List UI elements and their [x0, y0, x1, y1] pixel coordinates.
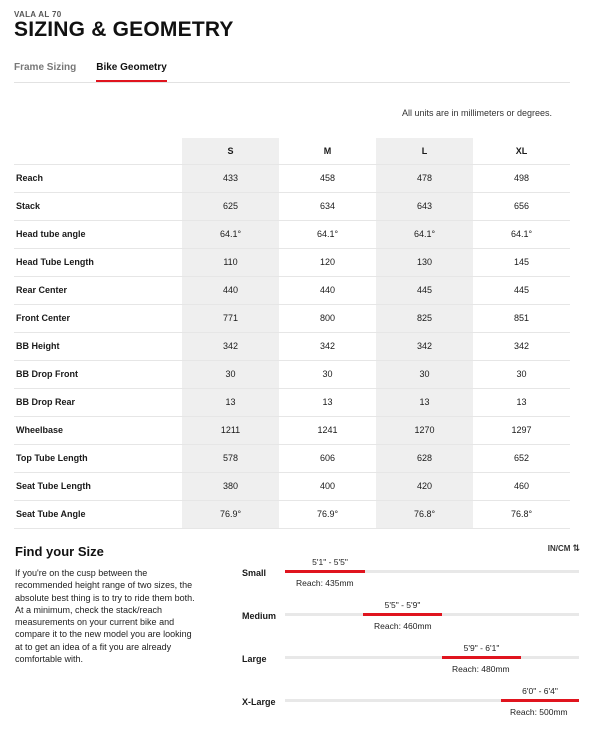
cell-value: 64.1° [473, 220, 570, 248]
cell-value: 76.8° [376, 500, 473, 528]
tab-frame-sizing[interactable]: Frame Sizing [14, 62, 77, 73]
cell-value: 76.9° [279, 500, 376, 528]
table-row [14, 472, 570, 500]
table-header-row [14, 138, 570, 164]
cell-value: 400 [279, 472, 376, 500]
swap-icon: ⇅ [572, 543, 580, 553]
size-track [285, 699, 579, 702]
size-reach: Reach: 500mm [510, 707, 568, 717]
cell-value: 445 [473, 276, 570, 304]
size-reach: Reach: 480mm [452, 664, 510, 674]
product-eyebrow: VALA AL 70 [14, 10, 62, 19]
size-label: Medium [242, 611, 277, 621]
size-height-range: 5'5" - 5'9" [384, 600, 421, 610]
column-header-s: S [182, 138, 279, 164]
cell-value: 30 [279, 360, 376, 388]
cell-value: 498 [473, 164, 570, 192]
size-range-bar [501, 699, 579, 702]
size-track [285, 570, 579, 573]
cell-value: 1241 [279, 416, 376, 444]
size-height-range: 5'1" - 5'5" [312, 557, 348, 567]
cell-value: 478 [376, 164, 473, 192]
size-range-bar [442, 656, 521, 659]
cell-value: 342 [376, 332, 473, 360]
row-label: Top Tube Length [14, 444, 182, 472]
cell-value: 64.1° [182, 220, 279, 248]
cell-value: 76.9° [182, 500, 279, 528]
find-size-description: If you're on the cusp between the recommended height range of two sizes, the absolute best thing is to try to ride them both. At a minimum, check the stack/reach measurements on your current bike and compare it to the new model you are looking at to get an idea of a fit you are already comfortable with. [15, 568, 195, 665]
table-row [14, 388, 570, 416]
size-height-range: 6'0" - 6'4" [522, 686, 558, 696]
cell-value: 825 [376, 304, 473, 332]
tab-bike-geometry[interactable]: Bike Geometry [96, 62, 167, 82]
size-row-large [242, 642, 579, 672]
cell-value: 64.1° [279, 220, 376, 248]
size-range-bar [285, 570, 365, 573]
row-label: BB Height [14, 332, 182, 360]
size-row-small [242, 556, 579, 586]
cell-value: 380 [182, 472, 279, 500]
table-row [14, 416, 570, 444]
cell-value: 1270 [376, 416, 473, 444]
row-label: BB Drop Front [14, 360, 182, 388]
tabs-divider [14, 82, 570, 83]
size-height-range: 5'9" - 6'1" [463, 643, 500, 653]
cell-value: 1297 [473, 416, 570, 444]
size-row-x-large [242, 685, 579, 715]
cell-value: 145 [473, 248, 570, 276]
cell-value: 30 [182, 360, 279, 388]
header-corner [14, 138, 182, 164]
cell-value: 420 [376, 472, 473, 500]
cell-value: 130 [376, 248, 473, 276]
cell-value: 342 [279, 332, 376, 360]
size-label: X-Large [242, 697, 276, 707]
size-label: Large [242, 654, 267, 664]
size-track [285, 613, 579, 616]
cell-value: 342 [473, 332, 570, 360]
row-label: Stack [14, 192, 182, 220]
size-reach: Reach: 435mm [296, 578, 354, 588]
cell-value: 851 [473, 304, 570, 332]
column-header-m: M [279, 138, 376, 164]
column-header-l: L [376, 138, 473, 164]
cell-value: 76.8° [473, 500, 570, 528]
cell-value: 30 [473, 360, 570, 388]
size-range-bar [363, 613, 442, 616]
row-label: Head Tube Length [14, 248, 182, 276]
cell-value: 634 [279, 192, 376, 220]
table-row [14, 276, 570, 304]
size-reach: Reach: 460mm [374, 621, 432, 631]
row-label: BB Drop Rear [14, 388, 182, 416]
row-label: Rear Center [14, 276, 182, 304]
cell-value: 652 [473, 444, 570, 472]
table-row [14, 500, 570, 528]
row-label: Wheelbase [14, 416, 182, 444]
size-label: Small [242, 568, 267, 578]
units-note: All units are in millimeters or degrees. [401, 108, 552, 118]
cell-value: 120 [279, 248, 376, 276]
table-row [14, 304, 570, 332]
cell-value: 13 [182, 388, 279, 416]
unit-toggle[interactable] [548, 543, 580, 554]
cell-value: 1211 [182, 416, 279, 444]
cell-value: 643 [376, 192, 473, 220]
table-row [14, 220, 570, 248]
row-label: Reach [14, 164, 182, 192]
cell-value: 110 [182, 248, 279, 276]
cell-value: 628 [376, 444, 473, 472]
table-row [14, 444, 570, 472]
cell-value: 64.1° [376, 220, 473, 248]
cell-value: 578 [182, 444, 279, 472]
cell-value: 771 [182, 304, 279, 332]
cell-value: 30 [376, 360, 473, 388]
table-row [14, 332, 570, 360]
cell-value: 800 [279, 304, 376, 332]
table-row [14, 360, 570, 388]
column-header-xl: XL [473, 138, 570, 164]
cell-value: 342 [182, 332, 279, 360]
cell-value: 460 [473, 472, 570, 500]
row-label: Seat Tube Length [14, 472, 182, 500]
cell-value: 13 [473, 388, 570, 416]
table-row [14, 248, 570, 276]
cell-value: 440 [182, 276, 279, 304]
row-label: Head tube angle [14, 220, 182, 248]
cell-value: 13 [279, 388, 376, 416]
geometry-table [14, 138, 570, 529]
cell-value: 440 [279, 276, 376, 304]
cell-value: 433 [182, 164, 279, 192]
table-row [14, 164, 570, 192]
size-track [285, 656, 579, 659]
row-label: Front Center [14, 304, 182, 332]
cell-value: 445 [376, 276, 473, 304]
cell-value: 13 [376, 388, 473, 416]
size-row-medium [242, 599, 579, 629]
cell-value: 656 [473, 192, 570, 220]
find-size-title: Find your Size [15, 544, 104, 559]
cell-value: 606 [279, 444, 376, 472]
table-row [14, 192, 570, 220]
unit-toggle-label: IN/CM [547, 544, 571, 553]
page-title: SIZING & GEOMETRY [14, 18, 234, 41]
tab-bar [14, 62, 187, 82]
cell-value: 458 [279, 164, 376, 192]
row-label: Seat Tube Angle [14, 500, 182, 528]
cell-value: 625 [182, 192, 279, 220]
